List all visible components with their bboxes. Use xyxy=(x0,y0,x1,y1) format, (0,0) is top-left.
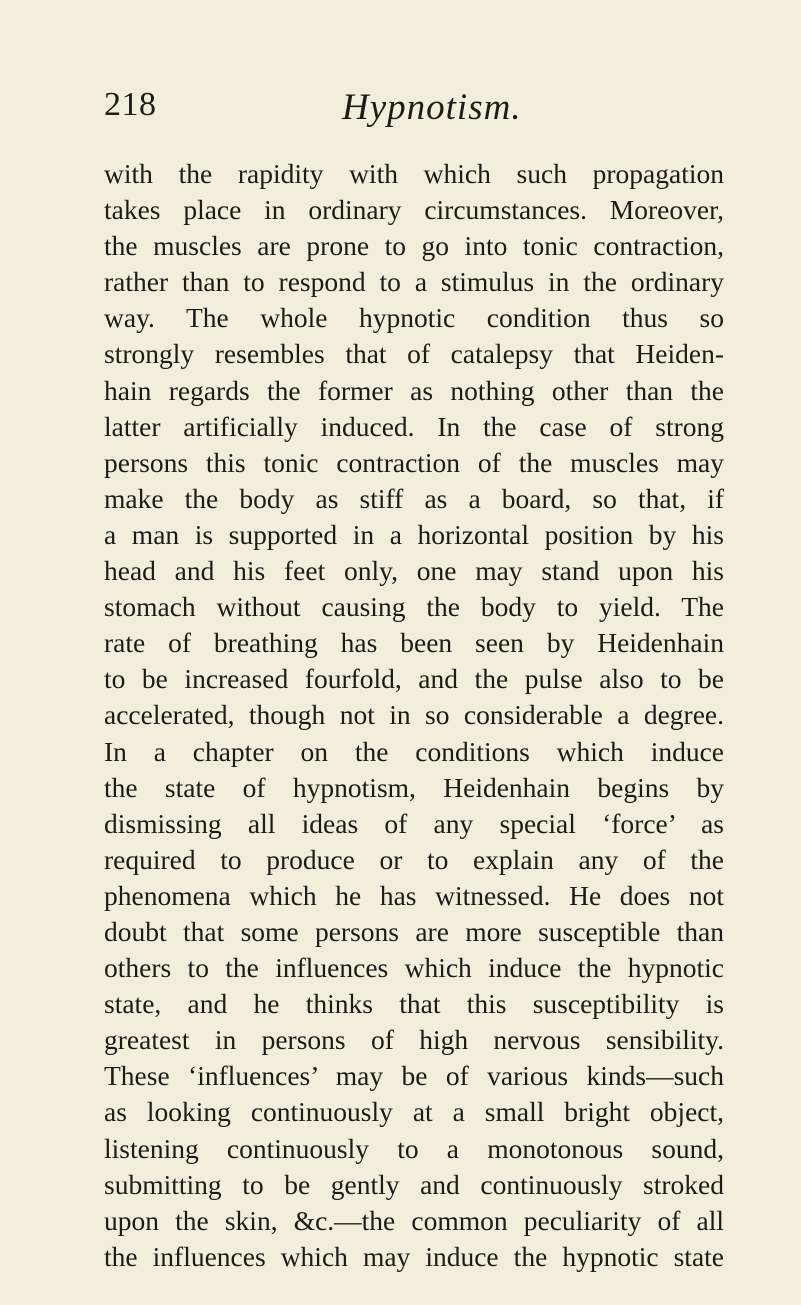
text-line: accelerated, though not in so considerable a degree. xyxy=(104,699,724,731)
text-line: state, and he thinks that this susceptibility is xyxy=(104,988,724,1020)
page-number: 218 xyxy=(104,86,157,123)
text-line: These ‘influences’ may be of various kinds—such xyxy=(104,1060,724,1092)
text-line: takes place in ordinary circumstances. Moreover, xyxy=(104,194,724,226)
text-line: hain regards the former as nothing other than the xyxy=(104,374,724,406)
running-title: Hypnotism. xyxy=(342,87,522,128)
text-line: as looking continuously at a small bright object, xyxy=(104,1096,724,1128)
text-line: others to the influences which induce the hypnotic xyxy=(104,952,724,984)
text-line: phenomena which he has witnessed. He does not xyxy=(104,879,724,911)
text-line: with the rapidity with which such propagation xyxy=(104,158,724,189)
text-line: rather than to respond to a stimulus in the ordinary xyxy=(104,266,724,298)
text-line: make the body as stiff as a board, so that, if xyxy=(104,482,724,514)
text-line: the state of hypnotism, Heidenhain begins by xyxy=(104,771,724,803)
text-line: dismissing all ideas of any special ‘force’ as xyxy=(104,807,724,839)
text-line: to be increased fourfold, and the pulse also to be xyxy=(104,663,724,695)
text-line: stomach without causing the body to yield. The xyxy=(104,591,724,623)
text-line: submitting to be gently and continuously stroked xyxy=(104,1168,724,1200)
text-line: strongly resembles that of catalepsy that Heiden- xyxy=(104,338,724,370)
text-line: latter artificially induced. In the case of strong xyxy=(104,410,724,442)
text-line: In a chapter on the conditions which induce xyxy=(104,735,724,767)
text-line: required to produce or to explain any of the xyxy=(104,843,724,875)
text-line: the influences which may induce the hypnotic state xyxy=(104,1240,724,1272)
text-line: listening continuously to a monotonous sound, xyxy=(104,1132,724,1164)
text-line: a man is supported in a horizontal position by his xyxy=(104,518,724,550)
text-line: greatest in persons of high nervous sensibility. xyxy=(104,1024,724,1056)
text-line: way. The whole hypnotic condition thus so xyxy=(104,302,724,334)
text-line: upon the skin, &c.—the common peculiarity of all xyxy=(104,1204,724,1236)
text-line: rate of breathing has been seen by Heidenhain xyxy=(104,627,724,659)
text-line: head and his feet only, one may stand upon his xyxy=(104,555,724,587)
text-line: persons this tonic contraction of the muscles may xyxy=(104,446,724,478)
body-text xyxy=(104,156,724,1275)
text-line: doubt that some persons are more susceptible than xyxy=(104,915,724,947)
running-head xyxy=(104,86,724,136)
text-line: the muscles are prone to go into tonic contraction, xyxy=(104,230,724,262)
